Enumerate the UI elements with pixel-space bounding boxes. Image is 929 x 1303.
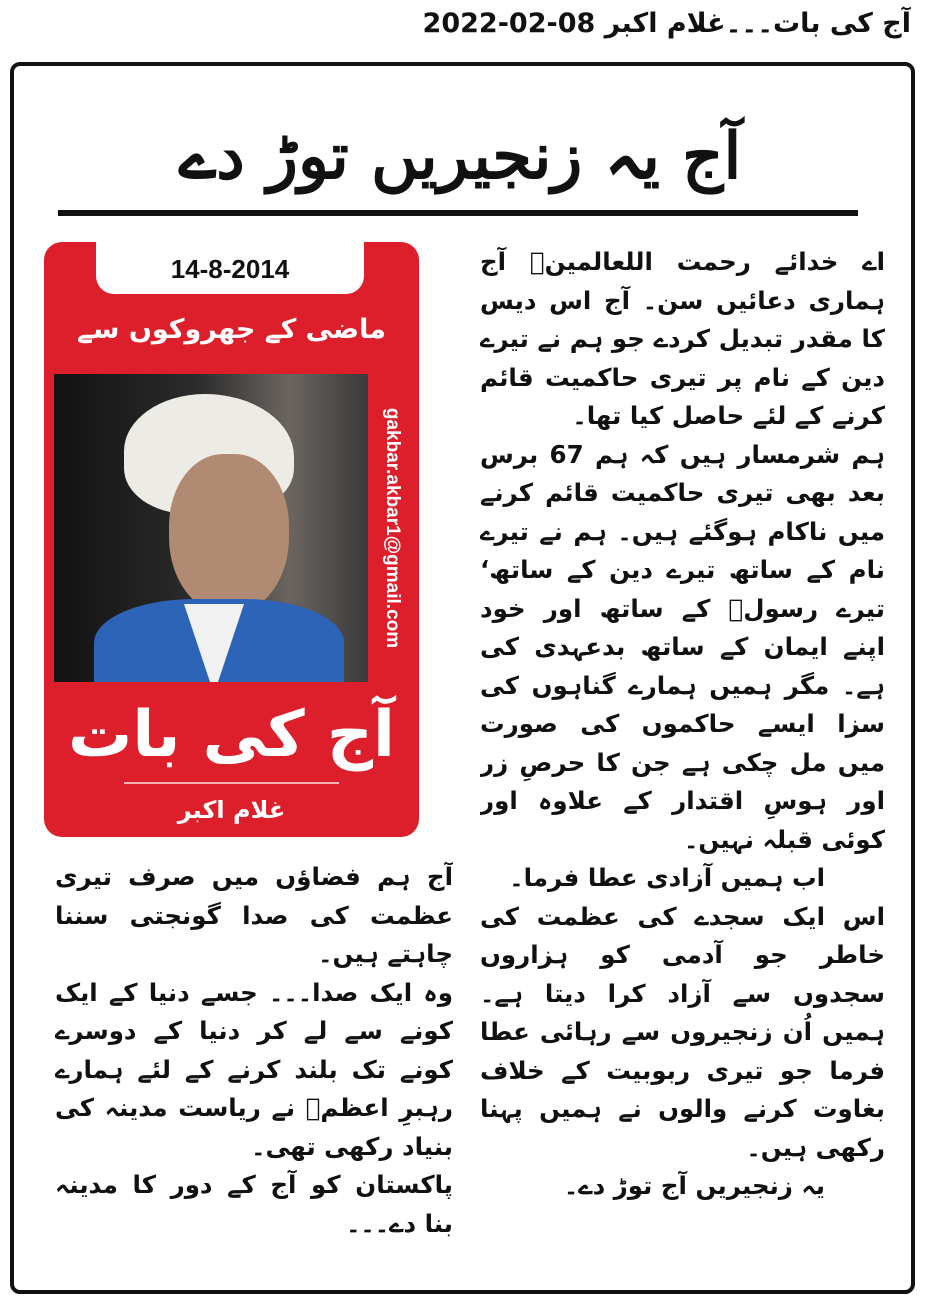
paragraph: ہم شرمسار ہیں کہ ہم 67 برس بعد بھی تیری حاکمیت قائم کرنے میں ناکام ہوگئے ہیں۔ ہم نے تیرے نام کے ساتھ تیرے دین کے ساتھ‘ تیرے رسولؐ کے ساتھ اور خود اپنے ایمان کے ساتھ بدعہدی کی ہے۔ مگر ہمیں ہمارے گناہوں کی سزا ایسے حاکموں کی صورت میں مل چکی ہے جن کا حرصِ زر اور ہوسِ اقتدار کے علاوہ اور کوئی قبلہ نہیں۔ [480,439,885,854]
paragraph: آج ہم فضاؤں میں صرف تیری عظمت کی صدا گونجتی سننا چاہتے ہیں۔ [55,862,453,968]
article-left-column [55,858,453,1278]
article-right-column [480,243,885,1273]
divider [124,782,339,784]
headline: آج یہ زنجیریں توڑ دے [178,119,742,194]
author-email: gakbar.akbar1@gmail.com [382,407,403,649]
dateline: آج کی بات۔۔۔غلام اکبر 08-02-2022 [422,8,911,39]
paragraph: اب ہمیں آزادی عطا فرما۔ [509,863,825,892]
card-date: 14-8-2014 [96,242,364,294]
paragraph: اے خدائے رحمت اللعالمینؐ آج ہماری دعائیں سن۔ آج اس دیس کا مقدر تبدیل کردے جو ہم نے تیرے دین کے نام پر تیری حاکمیت قائم کرنے کے لئے حاصل کیا تھا۔ [480,247,885,430]
paragraph: اس ایک سجدے کی عظمت کی خاطر جو آدمی کو ہزاروں سجدوں سے آزاد کرا دیتا ہے۔ ہمیں اُن زنجیروں سے رہائی عطا فرما جو تیری ربوبیت کے خلاف بغاوت کرنے والوں نے ہمیں پہنا رکھی ہیں۔ [480,901,885,1162]
headline-rule [58,210,858,216]
paragraph: وہ ایک صدا۔۔۔ جسے دنیا کے ایک کونے سے لے کر دنیا کے دوسرے کونے تک بلند کرنے کے لئے ہمارے رہبرِ اعظمؐ نے ریاست مدینہ کی بنیاد رکھی تھی۔ [55,977,453,1161]
author-email-container [372,374,412,682]
column-card [44,242,419,837]
author-photo [54,374,368,682]
paragraph: یہ زنجیریں آج توڑ دے۔ [563,1171,825,1200]
author-name: غلام اکبر [177,796,286,824]
series-title: ماضی کے جھروکوں سے [77,314,386,345]
paragraph: پاکستان کو آج کے دور کا مدینہ بنا دے۔۔۔ [55,1170,453,1238]
column-brand: آج کی بات [68,698,395,772]
